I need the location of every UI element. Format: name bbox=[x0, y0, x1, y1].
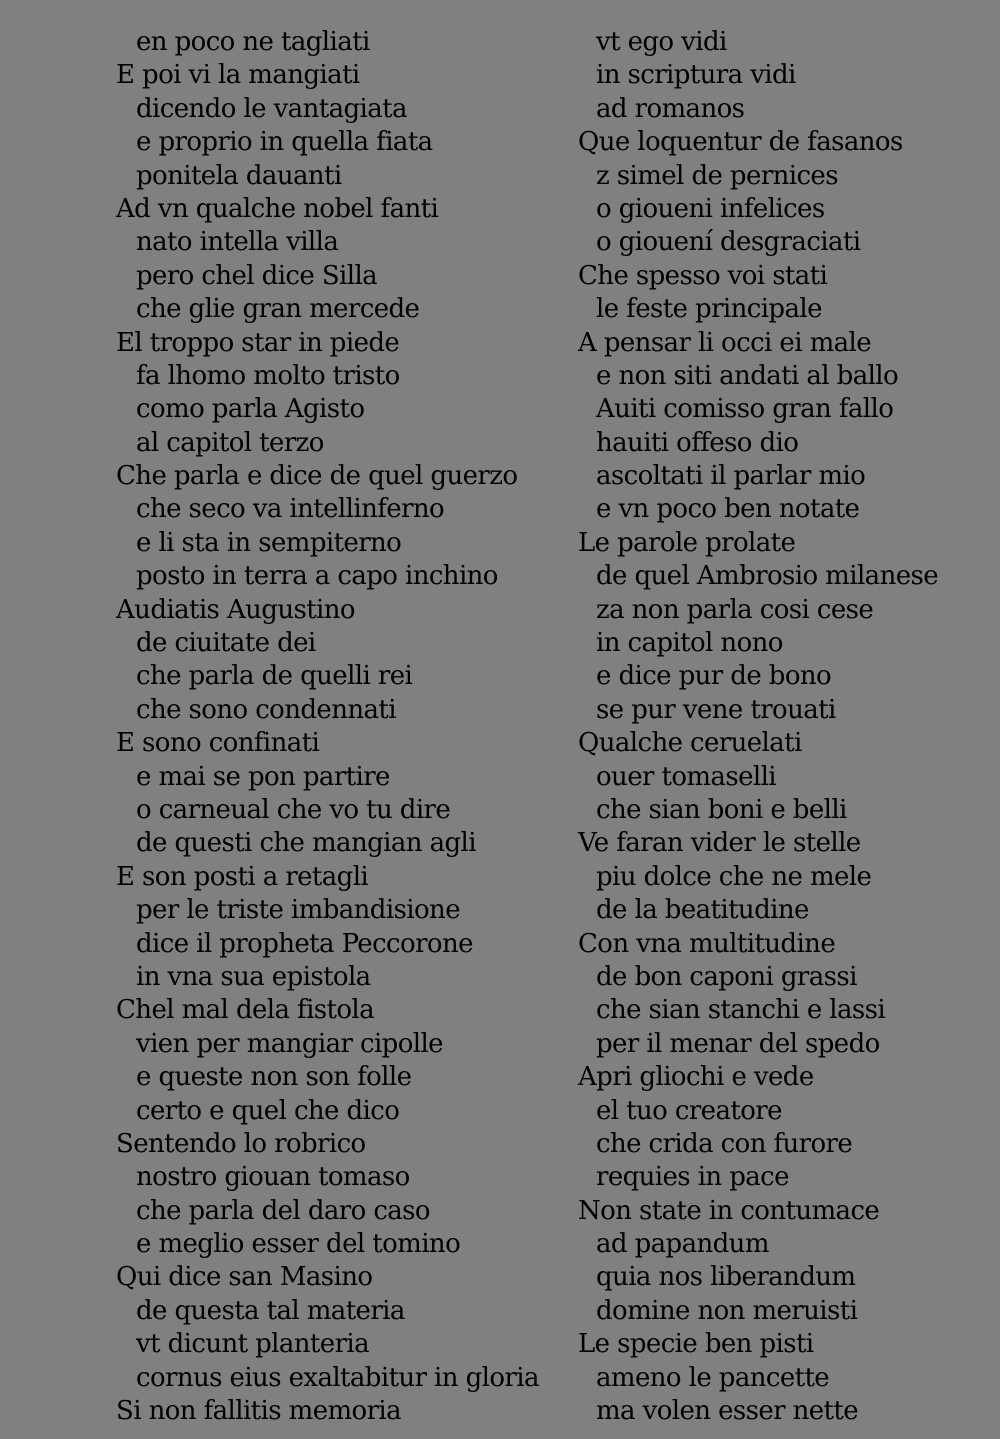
verse-line: che sian boni e belli bbox=[596, 794, 847, 825]
verse-line: Apri gliochi e vede bbox=[578, 1062, 814, 1093]
verse-line: per le triste imbandisione bbox=[136, 895, 460, 926]
verse-line: de quel Ambrosio milanese bbox=[596, 561, 939, 592]
verse-line: Si non fallitis memoria bbox=[116, 1396, 402, 1427]
verse-line: Auiti comisso gran fallo bbox=[596, 394, 894, 425]
verse-line: e non siti andati al ballo bbox=[596, 360, 899, 391]
verse-line: se pur vene trouati bbox=[596, 694, 836, 725]
verse-line: Non state in contumace bbox=[578, 1195, 880, 1226]
verse-line: el tuo creatore bbox=[596, 1095, 782, 1126]
left-text-column bbox=[112, 26, 552, 1428]
verse-line: che crida con furore bbox=[596, 1128, 853, 1159]
verse-line: che seco va intellinferno bbox=[136, 494, 445, 525]
verse-line: E poi vi la mangiati bbox=[116, 60, 360, 91]
verse-line: o giouení desgraciati bbox=[596, 227, 861, 258]
verse-line: o gioueni infelices bbox=[596, 193, 825, 224]
verse-line: nostro giouan tomaso bbox=[136, 1162, 410, 1193]
verse-line: z simel de pernices bbox=[596, 160, 838, 191]
verse-line: Audiatis Augustino bbox=[116, 594, 355, 625]
verse-line: Que loquentur de fasanos bbox=[578, 127, 903, 158]
verse-line: nato intella villa bbox=[136, 227, 339, 258]
verse-line: piu dolce che ne mele bbox=[596, 861, 872, 892]
verse-line: o carneual che vo tu dire bbox=[136, 794, 451, 825]
verse-line: Ve faran vider le stelle bbox=[578, 828, 861, 859]
verse-line: ponitela dauanti bbox=[136, 160, 342, 191]
verse-line: in vna sua epistola bbox=[136, 961, 371, 992]
verse-line: de ciuitate dei bbox=[136, 628, 316, 659]
verse-line: El troppo star in piede bbox=[116, 327, 400, 358]
verse-line: e queste non son folle bbox=[136, 1062, 412, 1093]
verse-line: in scriptura vidi bbox=[596, 60, 796, 91]
verse-line: requies in pace bbox=[596, 1162, 789, 1193]
verse-line: fa lhomo molto tristo bbox=[136, 360, 400, 391]
verse-line: ascoltati il parlar mio bbox=[596, 461, 866, 492]
verse-line: E sono confinati bbox=[116, 728, 320, 759]
verse-line: che sono condennati bbox=[136, 694, 396, 725]
verse-line: che sian stanchi e lassi bbox=[596, 995, 886, 1026]
verse-line: ouer tomaselli bbox=[596, 761, 777, 792]
verse-line: vien per mangiar cipolle bbox=[136, 1028, 443, 1059]
verse-line: de la beatitudine bbox=[596, 895, 809, 926]
verse-line: posto in terra a capo inchino bbox=[136, 561, 498, 592]
right-text-column bbox=[576, 26, 986, 1428]
verse-line: le feste principale bbox=[596, 294, 822, 325]
verse-line: e meglio esser del tomino bbox=[136, 1229, 461, 1260]
verse-line: al capitol terzo bbox=[136, 427, 324, 458]
verse-line: za non parla cosi cese bbox=[596, 594, 874, 625]
verse-line: Che spesso voi stati bbox=[578, 260, 828, 291]
verse-line: vt ego vidi bbox=[596, 27, 727, 57]
verse-line: e mai se pon partire bbox=[136, 761, 390, 792]
verse-line: de questa tal materia bbox=[136, 1295, 405, 1326]
verse-line: ameno le pancette bbox=[596, 1362, 830, 1393]
verse-line: en poco ne tagliati bbox=[136, 27, 370, 57]
verse-line: E son posti a retagli bbox=[116, 861, 369, 892]
verse-line: domine non meruisti bbox=[596, 1295, 858, 1326]
verse-line: como parla Agisto bbox=[136, 394, 365, 425]
verse-line: Che parla e dice de quel guerzo bbox=[116, 461, 518, 492]
verse-line: Qualche ceruelati bbox=[578, 728, 802, 759]
verse-line: de bon caponi grassi bbox=[596, 961, 857, 992]
verse-line: hauiti offeso dio bbox=[596, 427, 799, 458]
verse-line: certo e quel che dico bbox=[136, 1095, 400, 1126]
verse-line: dicendo le vantagiata bbox=[136, 93, 407, 124]
verse-line: ad romanos bbox=[596, 93, 745, 124]
verse-line: vt dicunt planteria bbox=[136, 1329, 370, 1360]
verse-line: dice il propheta Peccorone bbox=[136, 928, 473, 959]
verse-line: in capitol nono bbox=[596, 628, 783, 659]
verse-line: che parla de quelli rei bbox=[136, 661, 413, 692]
verse-line: cornus eius exaltabitur in gloria bbox=[136, 1362, 539, 1393]
verse-line: e vn poco ben notate bbox=[596, 494, 860, 525]
verse-line: de questi che mangian agli bbox=[136, 828, 476, 859]
verse-line: Chel mal dela fistola bbox=[116, 995, 375, 1026]
verse-line: e dice pur de bono bbox=[596, 661, 832, 692]
verse-line: Con vna multitudine bbox=[578, 928, 836, 959]
verse-line: ma volen esser nette bbox=[596, 1396, 859, 1427]
verse-line: e proprio in quella fiata bbox=[136, 127, 433, 158]
verse-line: pero chel dice Silla bbox=[136, 260, 378, 291]
verse-line: che glie gran mercede bbox=[136, 294, 420, 325]
verse-line: e li sta in sempiterno bbox=[136, 527, 402, 558]
verse-line: Sentendo lo robrico bbox=[116, 1128, 366, 1159]
verse-line: A pensar li occi ei male bbox=[578, 327, 872, 358]
verse-line: quia nos liberandum bbox=[596, 1262, 856, 1293]
verse-line: per il menar del spedo bbox=[596, 1028, 880, 1059]
verse-line: che parla del daro caso bbox=[136, 1195, 430, 1226]
verse-line: Ad vn qualche nobel fanti bbox=[116, 193, 439, 224]
verse-line: ad papandum bbox=[596, 1229, 769, 1260]
verse-line: Le specie ben pisti bbox=[578, 1329, 814, 1360]
verse-line: Qui dice san Masino bbox=[116, 1262, 373, 1293]
verse-line: Le parole prolate bbox=[578, 527, 796, 558]
